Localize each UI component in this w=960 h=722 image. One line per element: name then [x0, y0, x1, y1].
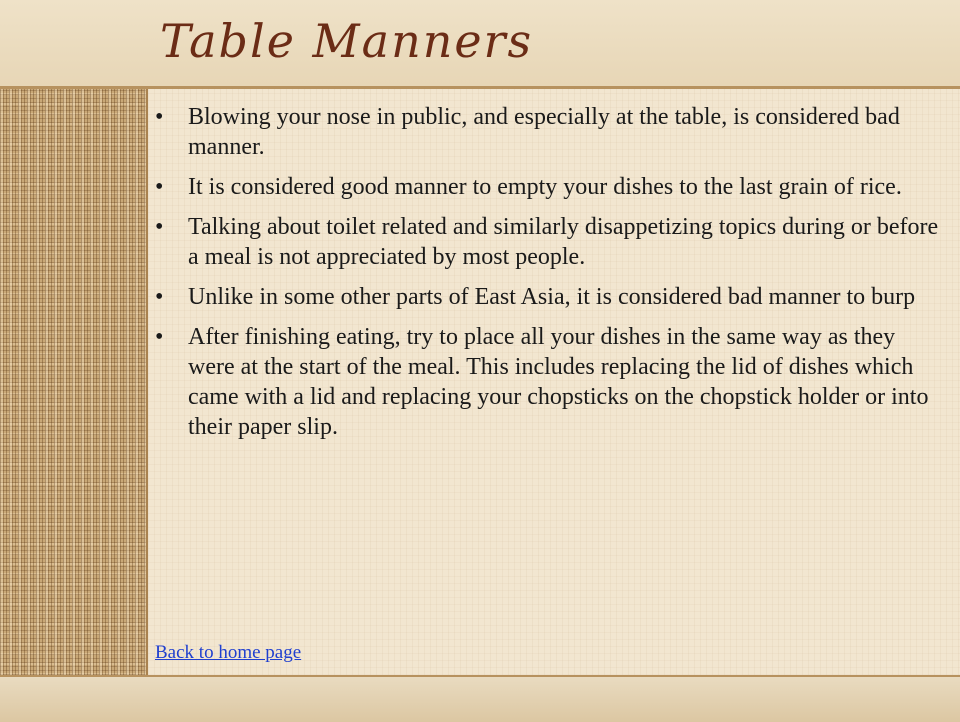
bullet-text: Blowing your nose in public, and especially at the table, is considered bad manner. — [188, 104, 900, 160]
left-woven-strip — [0, 89, 148, 675]
bullet-dot-icon: • — [155, 284, 164, 310]
bullet-dot-icon: • — [155, 214, 164, 240]
bullet-list — [155, 102, 945, 452]
bullet-dot-icon: • — [155, 324, 164, 350]
bullet-item — [155, 282, 945, 312]
bottom-band — [0, 675, 960, 722]
slide-title: Table Manners — [160, 14, 534, 68]
bullet-item — [155, 212, 945, 272]
bullet-text: It is considered good manner to empty your dishes to the last grain of rice. — [188, 174, 902, 200]
bullet-item — [155, 322, 945, 442]
bullet-text: Talking about toilet related and similarly disappetizing topics during or before a meal is not appreciated by most people. — [188, 214, 939, 270]
bullet-item — [155, 102, 945, 162]
bullet-text: Unlike in some other parts of East Asia, it is considered bad manner to burp — [188, 284, 916, 310]
bullet-dot-icon: • — [155, 174, 164, 200]
bullet-item — [155, 172, 945, 202]
bullet-text: After finishing eating, try to place all your dishes in the same way as they were at the start of the meal. This includes replacing the lid of dishes which came with a lid and replacing your chopsticks on the chopstick holder or into their paper slip. — [188, 324, 929, 440]
bullet-dot-icon: • — [155, 104, 164, 130]
back-to-home-link[interactable]: Back to home page — [155, 642, 302, 663]
